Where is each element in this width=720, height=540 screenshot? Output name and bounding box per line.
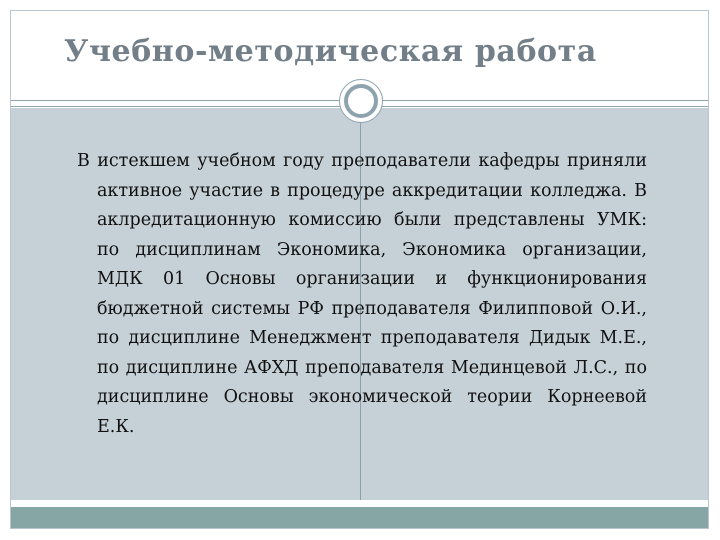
circle-ornament-icon [339, 79, 383, 123]
footer-bar [11, 507, 708, 528]
slide-title: Учебно-методическая работа [64, 34, 597, 69]
slide-body [77, 147, 647, 442]
circle-ornament-ring [344, 84, 378, 118]
body-paragraph: В истекшем учебном году преподаватели кафедры приняли активное участие в процедуре аккредитации колледжа. В аклредитационную комиссию были представлены УМК: по дисциплинам Экономика, Экономика организации, МДК 01 Основы организации и функционирования бюджетной системы РФ преподавателя Филипповой О.И., по дисциплине Менеджмент преподавателя Дидык М.Е., по дисциплине АФХД преподавателя Мединцевой Л.С., по дисциплине Основы экономической теории Корнеевой Е.К. [77, 151, 647, 437]
